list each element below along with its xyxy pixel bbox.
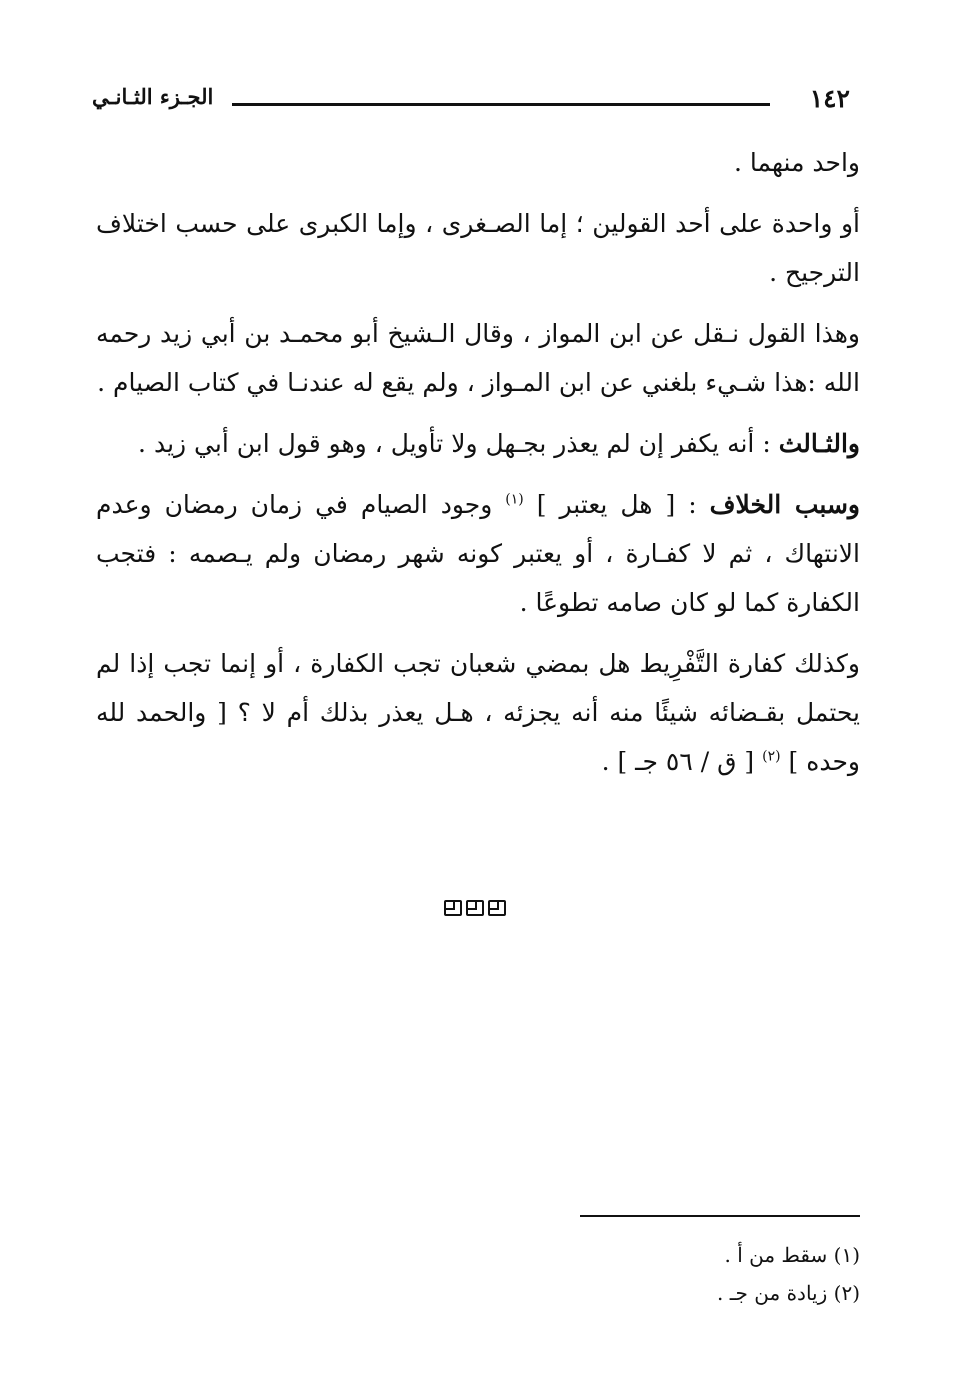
ornament-square-icon bbox=[466, 900, 484, 916]
page-number: ١٤٢ bbox=[809, 84, 850, 113]
page-body bbox=[96, 138, 860, 798]
header-rule bbox=[232, 103, 770, 106]
paragraph-5-text-b: وجود الصيام في زمان رمضان وعدم الانتهاك ، ثم لا كفـارة ، أو يعتبر كونه شهر رمضان ولم يـصمه : فتجب الكفارة كما لو كان صامه تطوعًا . bbox=[96, 490, 860, 617]
page-header bbox=[92, 84, 862, 124]
paragraph-5-text-a: : [ هل يعتبر ] bbox=[536, 490, 697, 519]
footnote-ref-2[interactable]: (٢) bbox=[762, 748, 781, 765]
paragraph-6-text-a: وكذلك كفارة التَّفْرِيط هل بمضي شعبان تجب الكفارة ، أو إنما تجب إذا لم يحتمل بقـضائه شيئًا منه أنه يجزئه ، هـل يعذر بذلك أم لا ؟ [ والحمد لله وحده ] bbox=[96, 649, 860, 776]
ornament-square-icon bbox=[444, 900, 462, 916]
section-end-ornament bbox=[444, 900, 512, 920]
paragraph-1: واحد منهما . bbox=[734, 148, 860, 177]
footnote-ref-1[interactable]: (١) bbox=[505, 491, 524, 508]
term-cause-of-disagreement: وسبب الخلاف bbox=[709, 490, 860, 519]
paragraph-6 bbox=[96, 639, 860, 786]
paragraph-4 bbox=[96, 419, 860, 468]
paragraph-6-text-b: [ ق / ٥٦ جـ ] . bbox=[601, 747, 755, 776]
footnote-2: (٢) زيادة من جـ . bbox=[716, 1281, 860, 1305]
footnote-separator bbox=[580, 1215, 860, 1217]
footnotes bbox=[460, 1236, 860, 1312]
paragraph-2: أو واحدة على أحد القولين ؛ إما الصـغرى ، وإما الكبرى على حسب اختلاف الترجيح . bbox=[96, 209, 860, 287]
footnote-1: (١) سقط من أ . bbox=[724, 1243, 860, 1267]
term-third-opinion: والثـالث bbox=[778, 429, 860, 458]
paragraph-5 bbox=[96, 480, 860, 627]
part-title: الجـزء الثـانـي bbox=[92, 84, 214, 109]
ornament-square-icon bbox=[488, 900, 506, 916]
paragraph-4-text: : أنه يكفر إن لم يعذر بجـهل ولا تأويل ، وهو قول ابن أبي زيد . bbox=[138, 429, 771, 458]
paragraph-3: وهذا القول نـقل عن ابن المواز ، وقال الـشيخ أبو محمـد بن أبي زيد رحمه الله :هذا شـيء بلغني عن ابن المـواز ، ولم يقع له عندنـا في كتاب الصيام . bbox=[96, 319, 860, 397]
